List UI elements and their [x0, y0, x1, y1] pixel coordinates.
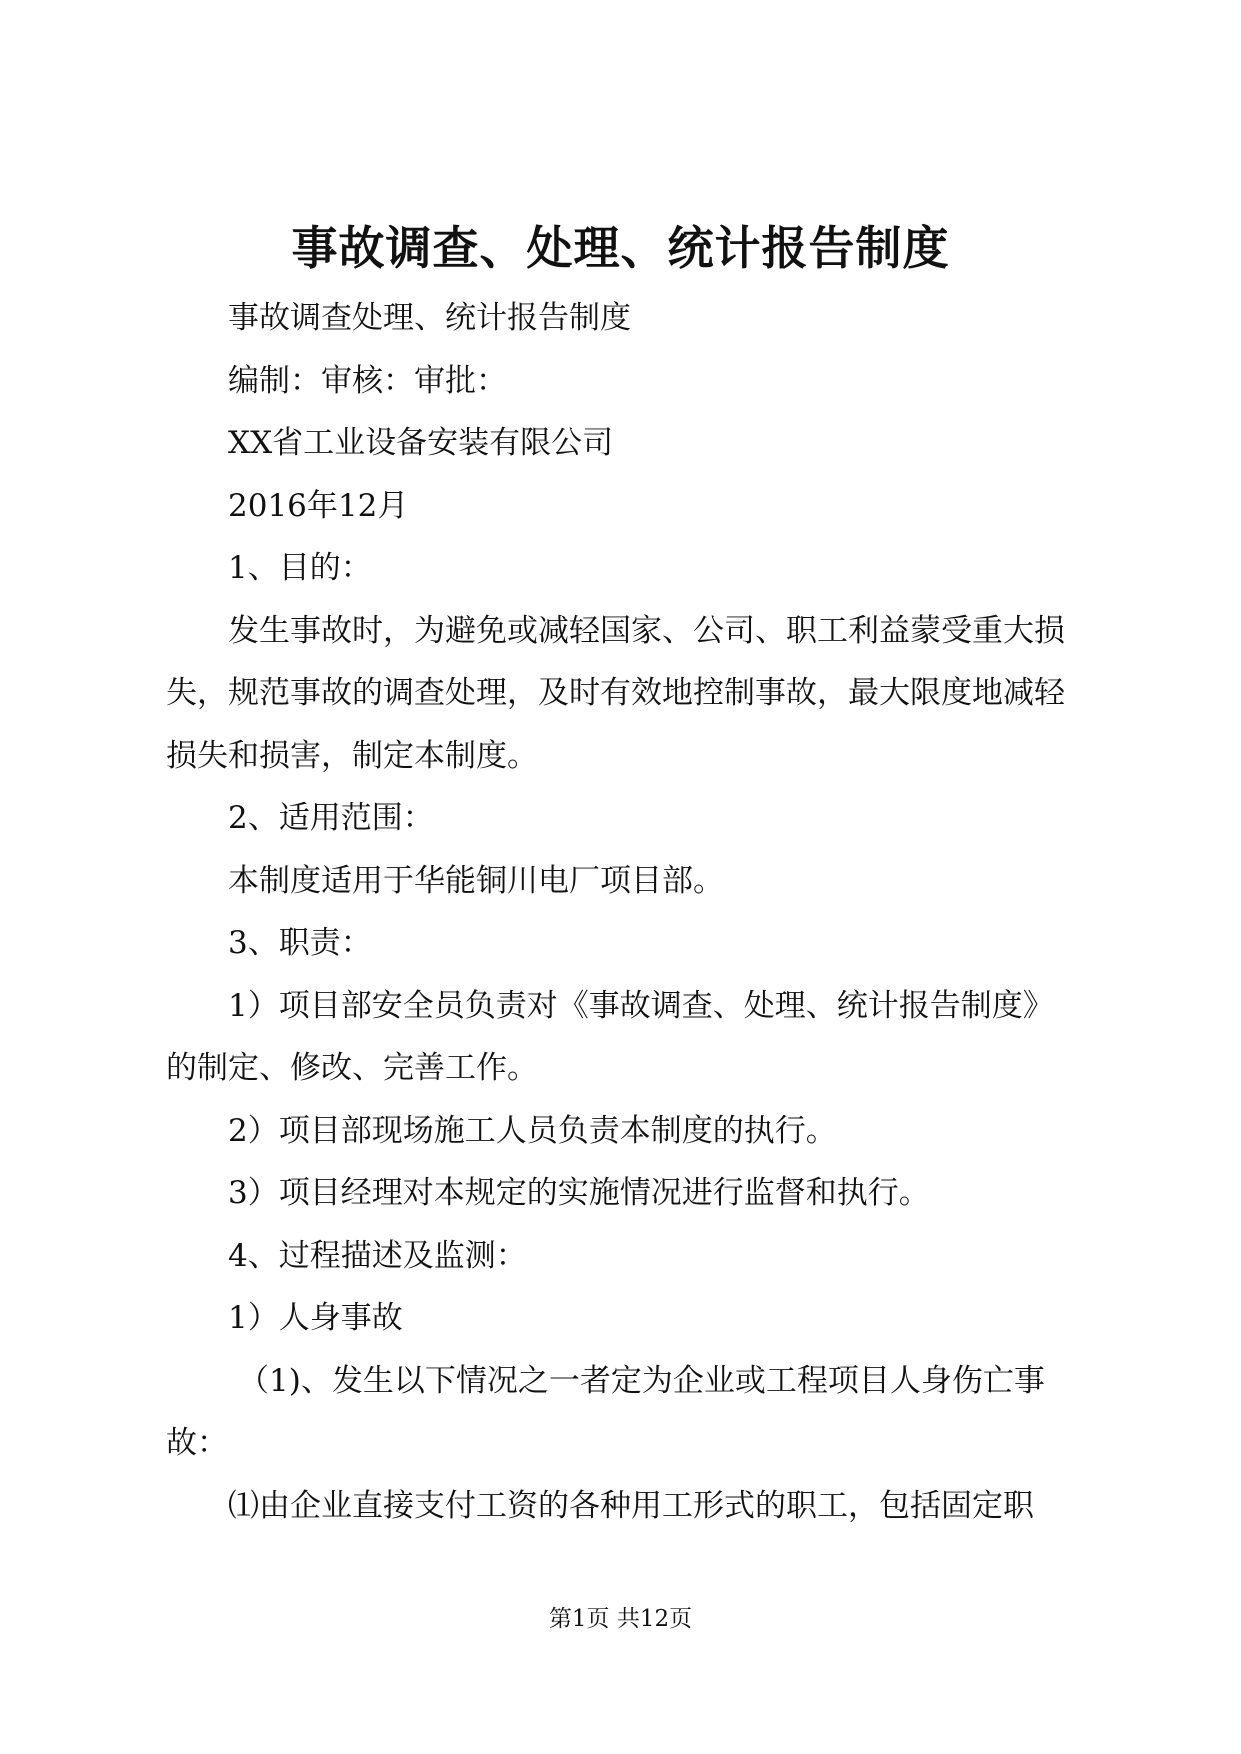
section-heading: 4、过程描述及监测： [228, 1237, 527, 1274]
list-item: 1）人身事故 [228, 1300, 403, 1336]
section-heading: 1、目的： [228, 550, 372, 586]
document-title: 事故调查、处理、统计报告制度 [291, 221, 950, 275]
list-item: 2）项目部现场施工人员负责本制度的执行。 [228, 1112, 837, 1149]
sub-list-item: （1)、发生以下情况之一者定为企业或工程项目人身伤亡事故： [166, 1362, 1045, 1461]
sub-list-item: ⑴由企业直接支付工资的各种用工形式的职工，包括固定职 [228, 1487, 1034, 1524]
page-number: 第1页 共12页 [548, 1606, 693, 1632]
subtitle-paragraph: 事故调查处理、统计报告制度 [228, 300, 631, 336]
section-heading: 3、职责： [228, 925, 372, 961]
section-heading: 2、适用范围： [228, 800, 434, 836]
body-paragraph: 本制度适用于华能铜川电厂项目部。 [228, 862, 724, 899]
company-name: XX省工业设备安装有限公司 [228, 425, 614, 461]
list-item: 3）项目经理对本规定的实施情况进行监督和执行。 [228, 1175, 930, 1211]
document-date: 2016年12月 [228, 487, 409, 524]
list-item: 1）项目部安全员负责对《事故调查、处理、统计报告制度》的制定、修改、完善工作。 [166, 987, 1054, 1086]
document-body [166, 287, 1081, 1537]
approval-line: 编制：审核：审批： [228, 362, 507, 399]
body-paragraph: 发生事故时，为避免或减轻国家、公司、职工利益蒙受重大损失，规范事故的调查处理，及时有效地控制事故，最大限度地减轻损失和损害，制定本制度。 [166, 612, 1065, 774]
